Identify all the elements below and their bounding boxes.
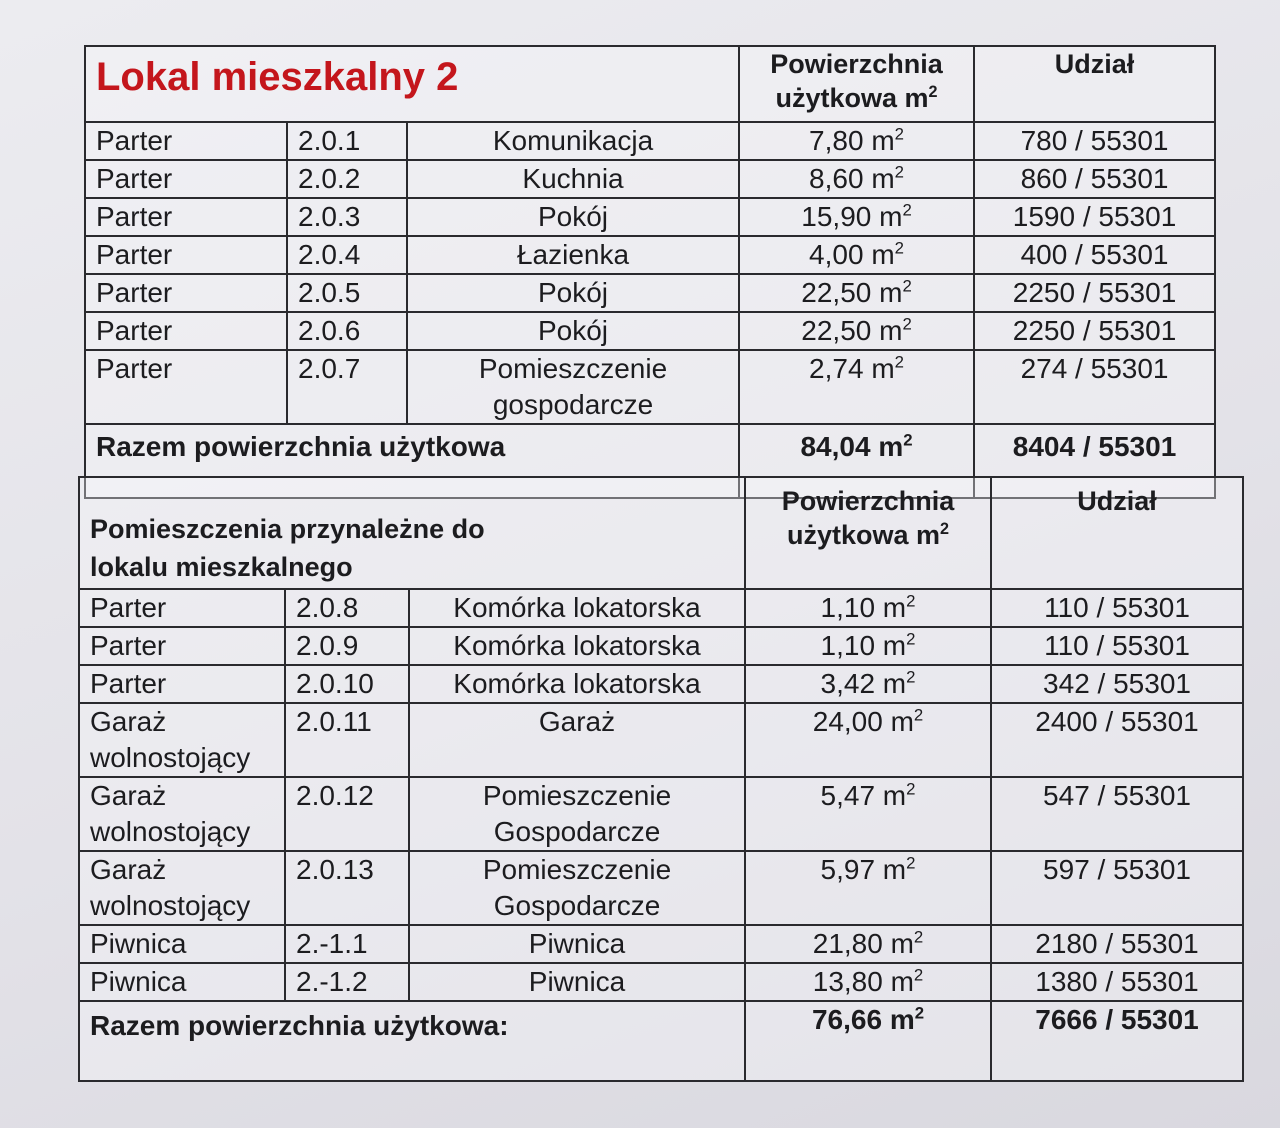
- area-cell: 3,42 $m^2$: [745, 665, 991, 703]
- area-cell: 22,50 $m^2$: [739, 312, 974, 350]
- table-row: [85, 198, 1215, 236]
- section-title: Lokal mieszkalny 2: [85, 46, 739, 122]
- area-header: Powierzchnia użytkowa $m^2$: [745, 477, 991, 589]
- area-cell: 1,10 $m^2$: [745, 589, 991, 627]
- room-id-cell: 2.0.4: [287, 236, 407, 274]
- share-header: Udział: [974, 46, 1215, 122]
- floor-cell: Garaż wolnostojący: [79, 851, 285, 925]
- room-name-cell: Komórka lokatorska: [409, 589, 745, 627]
- table-row: [85, 236, 1215, 274]
- table-row: [79, 589, 1243, 627]
- table-row: [79, 665, 1243, 703]
- apartment-table: [84, 45, 1216, 499]
- share-cell: 1590 / 55301: [974, 198, 1215, 236]
- room-name-cell: Pomieszczenie gospodarcze: [407, 350, 739, 424]
- table-row: [85, 312, 1215, 350]
- table-row: [79, 627, 1243, 665]
- room-name-cell: Garaż: [409, 703, 745, 777]
- room-id-cell: 2.0.11: [285, 703, 409, 777]
- room-id-cell: 2.0.7: [287, 350, 407, 424]
- room-name-cell: Pomieszczenie Gospodarcze: [409, 851, 745, 925]
- total-share: 8404 / 55301: [974, 424, 1215, 498]
- floor-cell: Parter: [85, 312, 287, 350]
- area-cell: 24,00 $m^2$: [745, 703, 991, 777]
- total-label: Razem powierzchnia użytkowa: [85, 424, 739, 498]
- table-row: [85, 274, 1215, 312]
- area-cell: 15,90 $m^2$: [739, 198, 974, 236]
- room-id-cell: 2.0.13: [285, 851, 409, 925]
- floor-cell: Parter: [85, 274, 287, 312]
- share-cell: 110 / 55301: [991, 627, 1243, 665]
- ancillary-rooms-table: [78, 476, 1244, 1082]
- room-name-cell: Komórka lokatorska: [409, 665, 745, 703]
- room-name-cell: Łazienka: [407, 236, 739, 274]
- floor-cell: Parter: [85, 198, 287, 236]
- area-cell: 13,80 $m^2$: [745, 963, 991, 1001]
- table-row: [85, 160, 1215, 198]
- area-cell: 2,74 $m^2$: [739, 350, 974, 424]
- table-row: [85, 122, 1215, 160]
- area-header: Powierzchnia użytkowa $m^2$: [739, 46, 974, 122]
- room-name-cell: Pokój: [407, 198, 739, 236]
- share-cell: 342 / 55301: [991, 665, 1243, 703]
- share-cell: 2250 / 55301: [974, 274, 1215, 312]
- room-id-cell: 2.0.10: [285, 665, 409, 703]
- table-row: [79, 777, 1243, 851]
- room-name-cell: Piwnica: [409, 925, 745, 963]
- room-name-cell: Kuchnia: [407, 160, 739, 198]
- area-cell: 8,60 $m^2$: [739, 160, 974, 198]
- room-name-cell: Komórka lokatorska: [409, 627, 745, 665]
- area-cell: 7,80 $m^2$: [739, 122, 974, 160]
- room-id-cell: 2.-1.1: [285, 925, 409, 963]
- floor-cell: Parter: [79, 627, 285, 665]
- area-cell: 5,47 $m^2$: [745, 777, 991, 851]
- floor-cell: Piwnica: [79, 925, 285, 963]
- floor-cell: Parter: [85, 236, 287, 274]
- room-id-cell: 2.0.6: [287, 312, 407, 350]
- room-id-cell: 2.0.5: [287, 274, 407, 312]
- share-cell: 2250 / 55301: [974, 312, 1215, 350]
- total-area: 76,66 $m^2$: [745, 1001, 991, 1081]
- table-row: [79, 703, 1243, 777]
- room-id-cell: 2.0.3: [287, 198, 407, 236]
- total-row: [79, 1001, 1243, 1081]
- floor-cell: Piwnica: [79, 963, 285, 1001]
- floor-cell: Garaż wolnostojący: [79, 777, 285, 851]
- floor-cell: Garaż wolnostojący: [79, 703, 285, 777]
- area-cell: 21,80 $m^2$: [745, 925, 991, 963]
- floor-cell: Parter: [85, 350, 287, 424]
- section-title: Pomieszczenia przynależne do lokalu mieszkalnego: [79, 477, 745, 589]
- table-row: [85, 350, 1215, 424]
- total-area: 84,04 $m^2$: [739, 424, 974, 498]
- share-cell: 274 / 55301: [974, 350, 1215, 424]
- table-row: [79, 963, 1243, 1001]
- area-cell: 1,10 $m^2$: [745, 627, 991, 665]
- header-row: [79, 477, 1243, 589]
- table-row: [79, 925, 1243, 963]
- room-name-cell: Komunikacja: [407, 122, 739, 160]
- room-id-cell: 2.0.2: [287, 160, 407, 198]
- room-id-cell: 2.0.9: [285, 627, 409, 665]
- header-row: [85, 46, 1215, 122]
- share-cell: 780 / 55301: [974, 122, 1215, 160]
- area-cell: 4,00 $m^2$: [739, 236, 974, 274]
- share-cell: 400 / 55301: [974, 236, 1215, 274]
- share-header: Udział: [991, 477, 1243, 589]
- area-cell: 5,97 $m^2$: [745, 851, 991, 925]
- floor-cell: Parter: [85, 122, 287, 160]
- area-cell: 22,50 $m^2$: [739, 274, 974, 312]
- floor-cell: Parter: [79, 589, 285, 627]
- room-id-cell: 2.0.8: [285, 589, 409, 627]
- share-cell: 2180 / 55301: [991, 925, 1243, 963]
- floor-cell: Parter: [79, 665, 285, 703]
- room-name-cell: Pokój: [407, 312, 739, 350]
- share-cell: 110 / 55301: [991, 589, 1243, 627]
- table-row: [79, 851, 1243, 925]
- share-cell: 547 / 55301: [991, 777, 1243, 851]
- share-cell: 2400 / 55301: [991, 703, 1243, 777]
- share-cell: 597 / 55301: [991, 851, 1243, 925]
- room-id-cell: 2.0.1: [287, 122, 407, 160]
- room-id-cell: 2.-1.2: [285, 963, 409, 1001]
- floor-cell: Parter: [85, 160, 287, 198]
- share-cell: 1380 / 55301: [991, 963, 1243, 1001]
- share-cell: 860 / 55301: [974, 160, 1215, 198]
- total-share: 7666 / 55301: [991, 1001, 1243, 1081]
- room-name-cell: Pokój: [407, 274, 739, 312]
- room-id-cell: 2.0.12: [285, 777, 409, 851]
- room-name-cell: Pomieszczenie Gospodarcze: [409, 777, 745, 851]
- room-name-cell: Piwnica: [409, 963, 745, 1001]
- total-label: Razem powierzchnia użytkowa:: [79, 1001, 745, 1081]
